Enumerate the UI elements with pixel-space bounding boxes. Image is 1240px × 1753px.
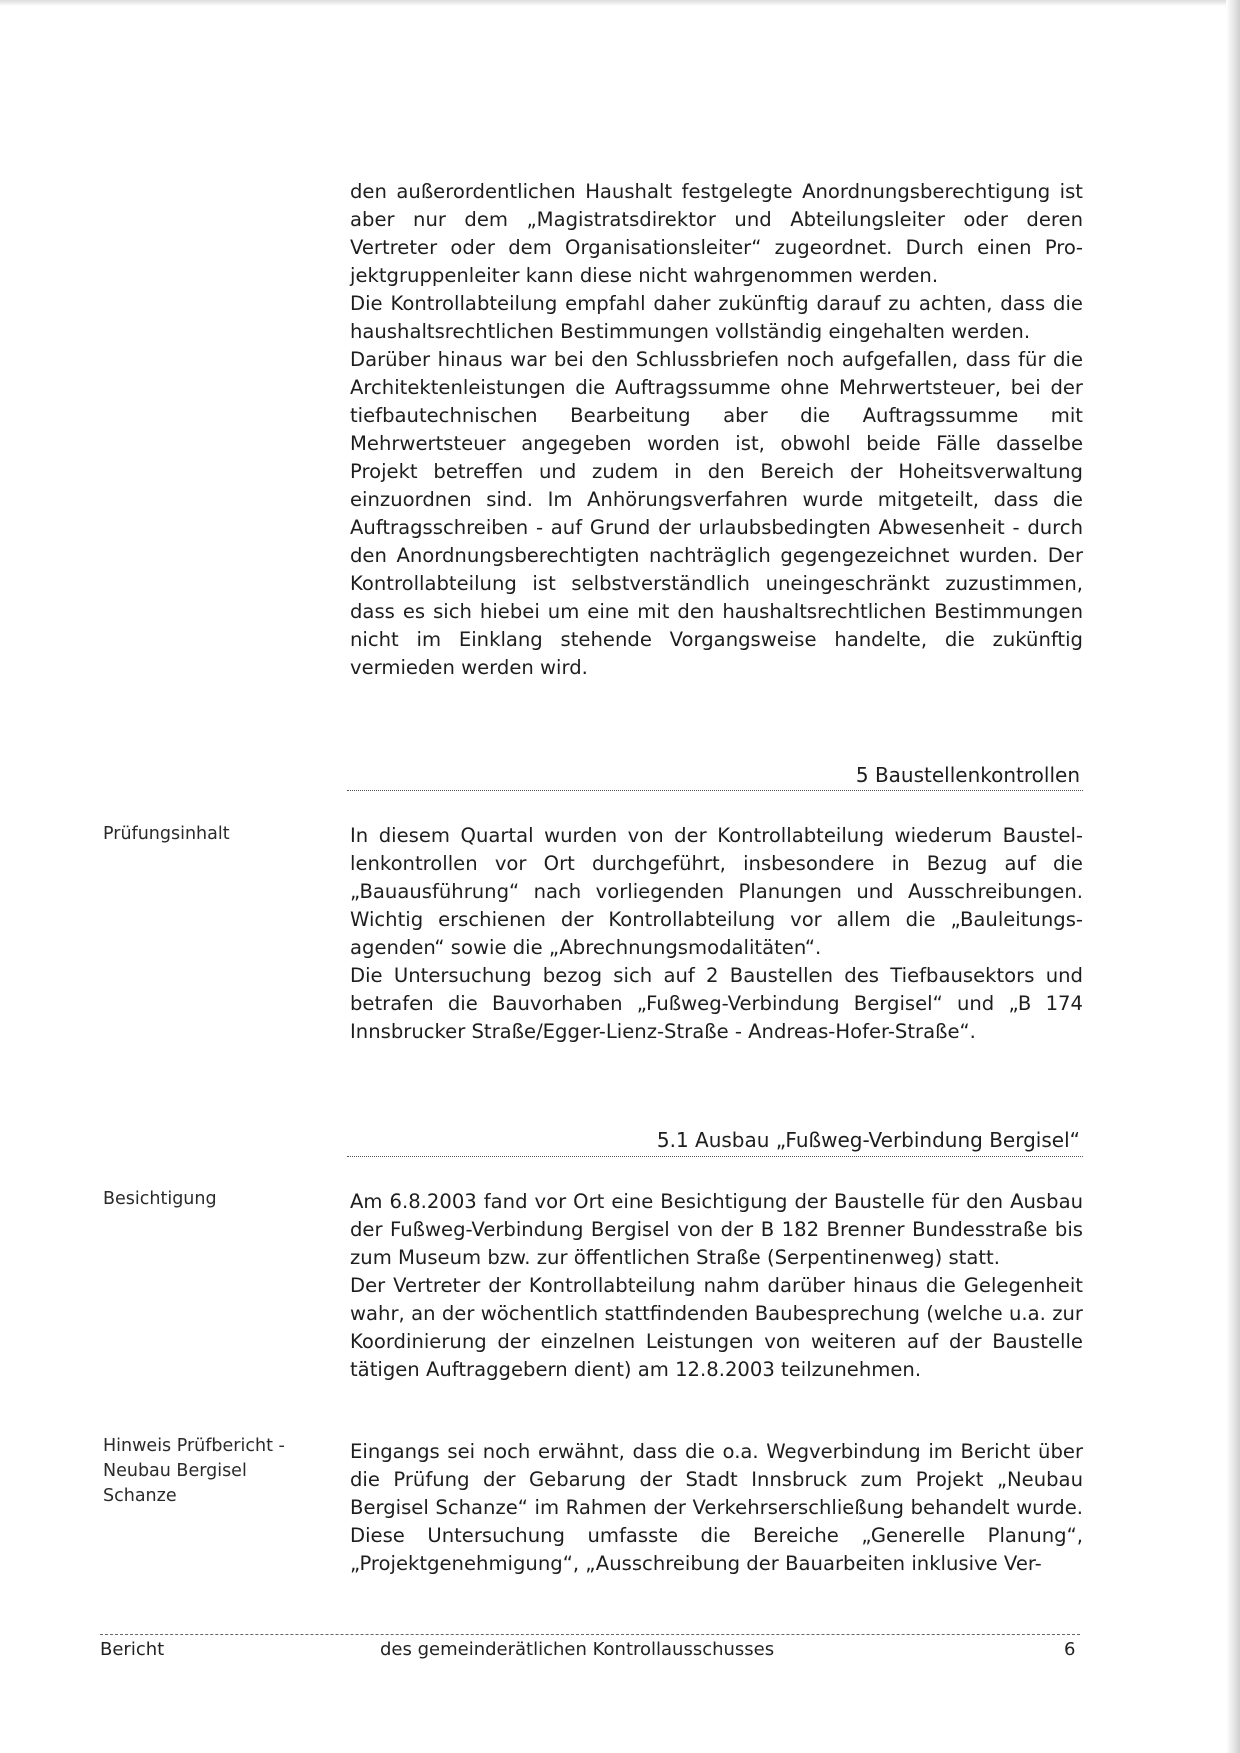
- footer-center: des gemeinderätlichen Kontrollausschusses: [380, 1639, 775, 1660]
- section-5-paragraph-1: In diesem Quartal wurden von der Kontrollabteilung wiederum Baustellenkontrollen vor Ort durchgeführt, insbesondere in Bezug auf die „Bauausführung“ nach vorliegenden Planungen und Ausschreibungen. Wichtig erschienen der Kontrollabteilung vor allem die „Bauleitungsagenden“ sowie die „Abrechnungsmodalitäten“.: [350, 824, 1083, 959]
- margin-note-pruefungsinhalt: Prüfungsinhalt: [103, 824, 230, 844]
- intro-paragraph-3: Darüber hinaus war bei den Schlussbriefen noch aufgefallen, dass für die Architektenleistungen die Auftragssumme ohne Mehrwertsteuer, bei der tiefbautechnischen Bearbeitung aber die Auftragssumme mit Mehrwertsteuer angegeben worden ist, obwohl beide Fälle dasselbe Projekt betreffen und zudem in den Bereich der Hoheitsverwaltung einzuordnen sind. Im Anhörungsverfahren wurde mitgeteilt, dass die Auftragsschreiben - auf Grund der urlaubsbedingten Abwesenheit - durch den Anordnungsberechtigten nachträglich gegengezeichnet wurden. Der Kontrollabteilung ist selbstverständlich uneingeschränkt zuzustimmen, dass es sich hiebei um eine mit den haushaltsrechtlichen Bestimmungen nicht im Einklang stehende Vorgangsweise handelte, die zukünftig vermieden werden wird.: [350, 348, 1083, 679]
- margin-note-line-3: Schanze: [103, 1486, 177, 1506]
- hinweis-paragraph-1: Eingangs sei noch erwähnt, dass die o.a. Wegverbindung im Bericht über die Prüfung der Gebarung der Stadt Innsbruck zum Projekt „Neubau Bergisel Schanze“ im Rahmen der Verkehrserschließung behandelt wurde. Diese Untersuchung umfasste die Bereiche „Generelle Planung“, „Projektgenehmigung“, „Ausschreibung der Bauarbeiten inklusive Ver-: [350, 1440, 1083, 1575]
- besichtigung-paragraph-1: Am 6.8.2003 fand vor Ort eine Besichtigung der Baustelle für den Ausbau der Fußweg-Verbindung Bergisel von der B 182 Brenner Bundesstraße bis zum Museum bzw. zur öffentlichen Straße (Serpentinenweg) statt.: [350, 1190, 1083, 1269]
- section-5-heading: 5 Baustellenkontrollen: [855, 763, 1080, 787]
- section-5-1-block-2-text: [350, 1438, 1083, 1578]
- intro-paragraph-2: Die Kontrollabteilung empfahl daher zukünftig darauf zu achten, dass die haushaltsrechtlichen Bestimmungen vollständig eingehalten werden.: [350, 292, 1083, 343]
- section-5-paragraph-2: Die Untersuchung bezog sich auf 2 Baustellen des Tiefbausektors und betrafen die Bauvorhaben „Fußweg-Verbindung Bergisel“ und „B 174 Innsbrucker Straße/Egger-Lienz-Straße - Andreas-Hofer-Straße“.: [350, 964, 1083, 1043]
- footer-divider: [100, 1634, 1080, 1635]
- section-5-1-block-1-text: [350, 1188, 1083, 1384]
- intro-text: [350, 178, 1083, 682]
- margin-note-besichtigung: Besichtigung: [103, 1189, 217, 1209]
- margin-note-line-2: Neubau Bergisel: [103, 1461, 247, 1481]
- intro-paragraph-1: den außerordentlichen Haushalt festgelegte Anordnungsberechtigung ist aber nur dem „Magistratsdirektor und Abteilungsleiter oder deren Vertreter oder dem Organisationsleiter“ zugeordnet. Durch einen Projektgruppenleiter kann diese nicht wahrgenommen werden.: [350, 180, 1083, 287]
- scan-edge-top: [0, 0, 1240, 6]
- footer-left: Bericht: [100, 1639, 165, 1660]
- besichtigung-paragraph-2: Der Vertreter der Kontrollabteilung nahm darüber hinaus die Gelegenheit wahr, an der wöchentlich stattfindenden Baubesprechung (welche u.a. zur Koordinierung der einzelnen Leistungen von weiteren auf der Baustelle tätigen Auftraggebern dient) am 12.8.2003 teilzunehmen.: [350, 1274, 1083, 1381]
- margin-note-line-1: Hinweis Prüfbericht -: [103, 1436, 285, 1456]
- footer-page-number: 6: [1064, 1639, 1076, 1660]
- section-5-text: [350, 822, 1083, 1046]
- section-5-1-divider: [347, 1156, 1083, 1157]
- margin-note-hinweis-pruefbericht: [103, 1434, 313, 1509]
- section-5-divider: [347, 790, 1083, 791]
- scan-edge-right: [1226, 0, 1240, 1753]
- section-5-1-heading: 5.1 Ausbau „Fußweg-Verbindung Bergisel“: [656, 1128, 1080, 1152]
